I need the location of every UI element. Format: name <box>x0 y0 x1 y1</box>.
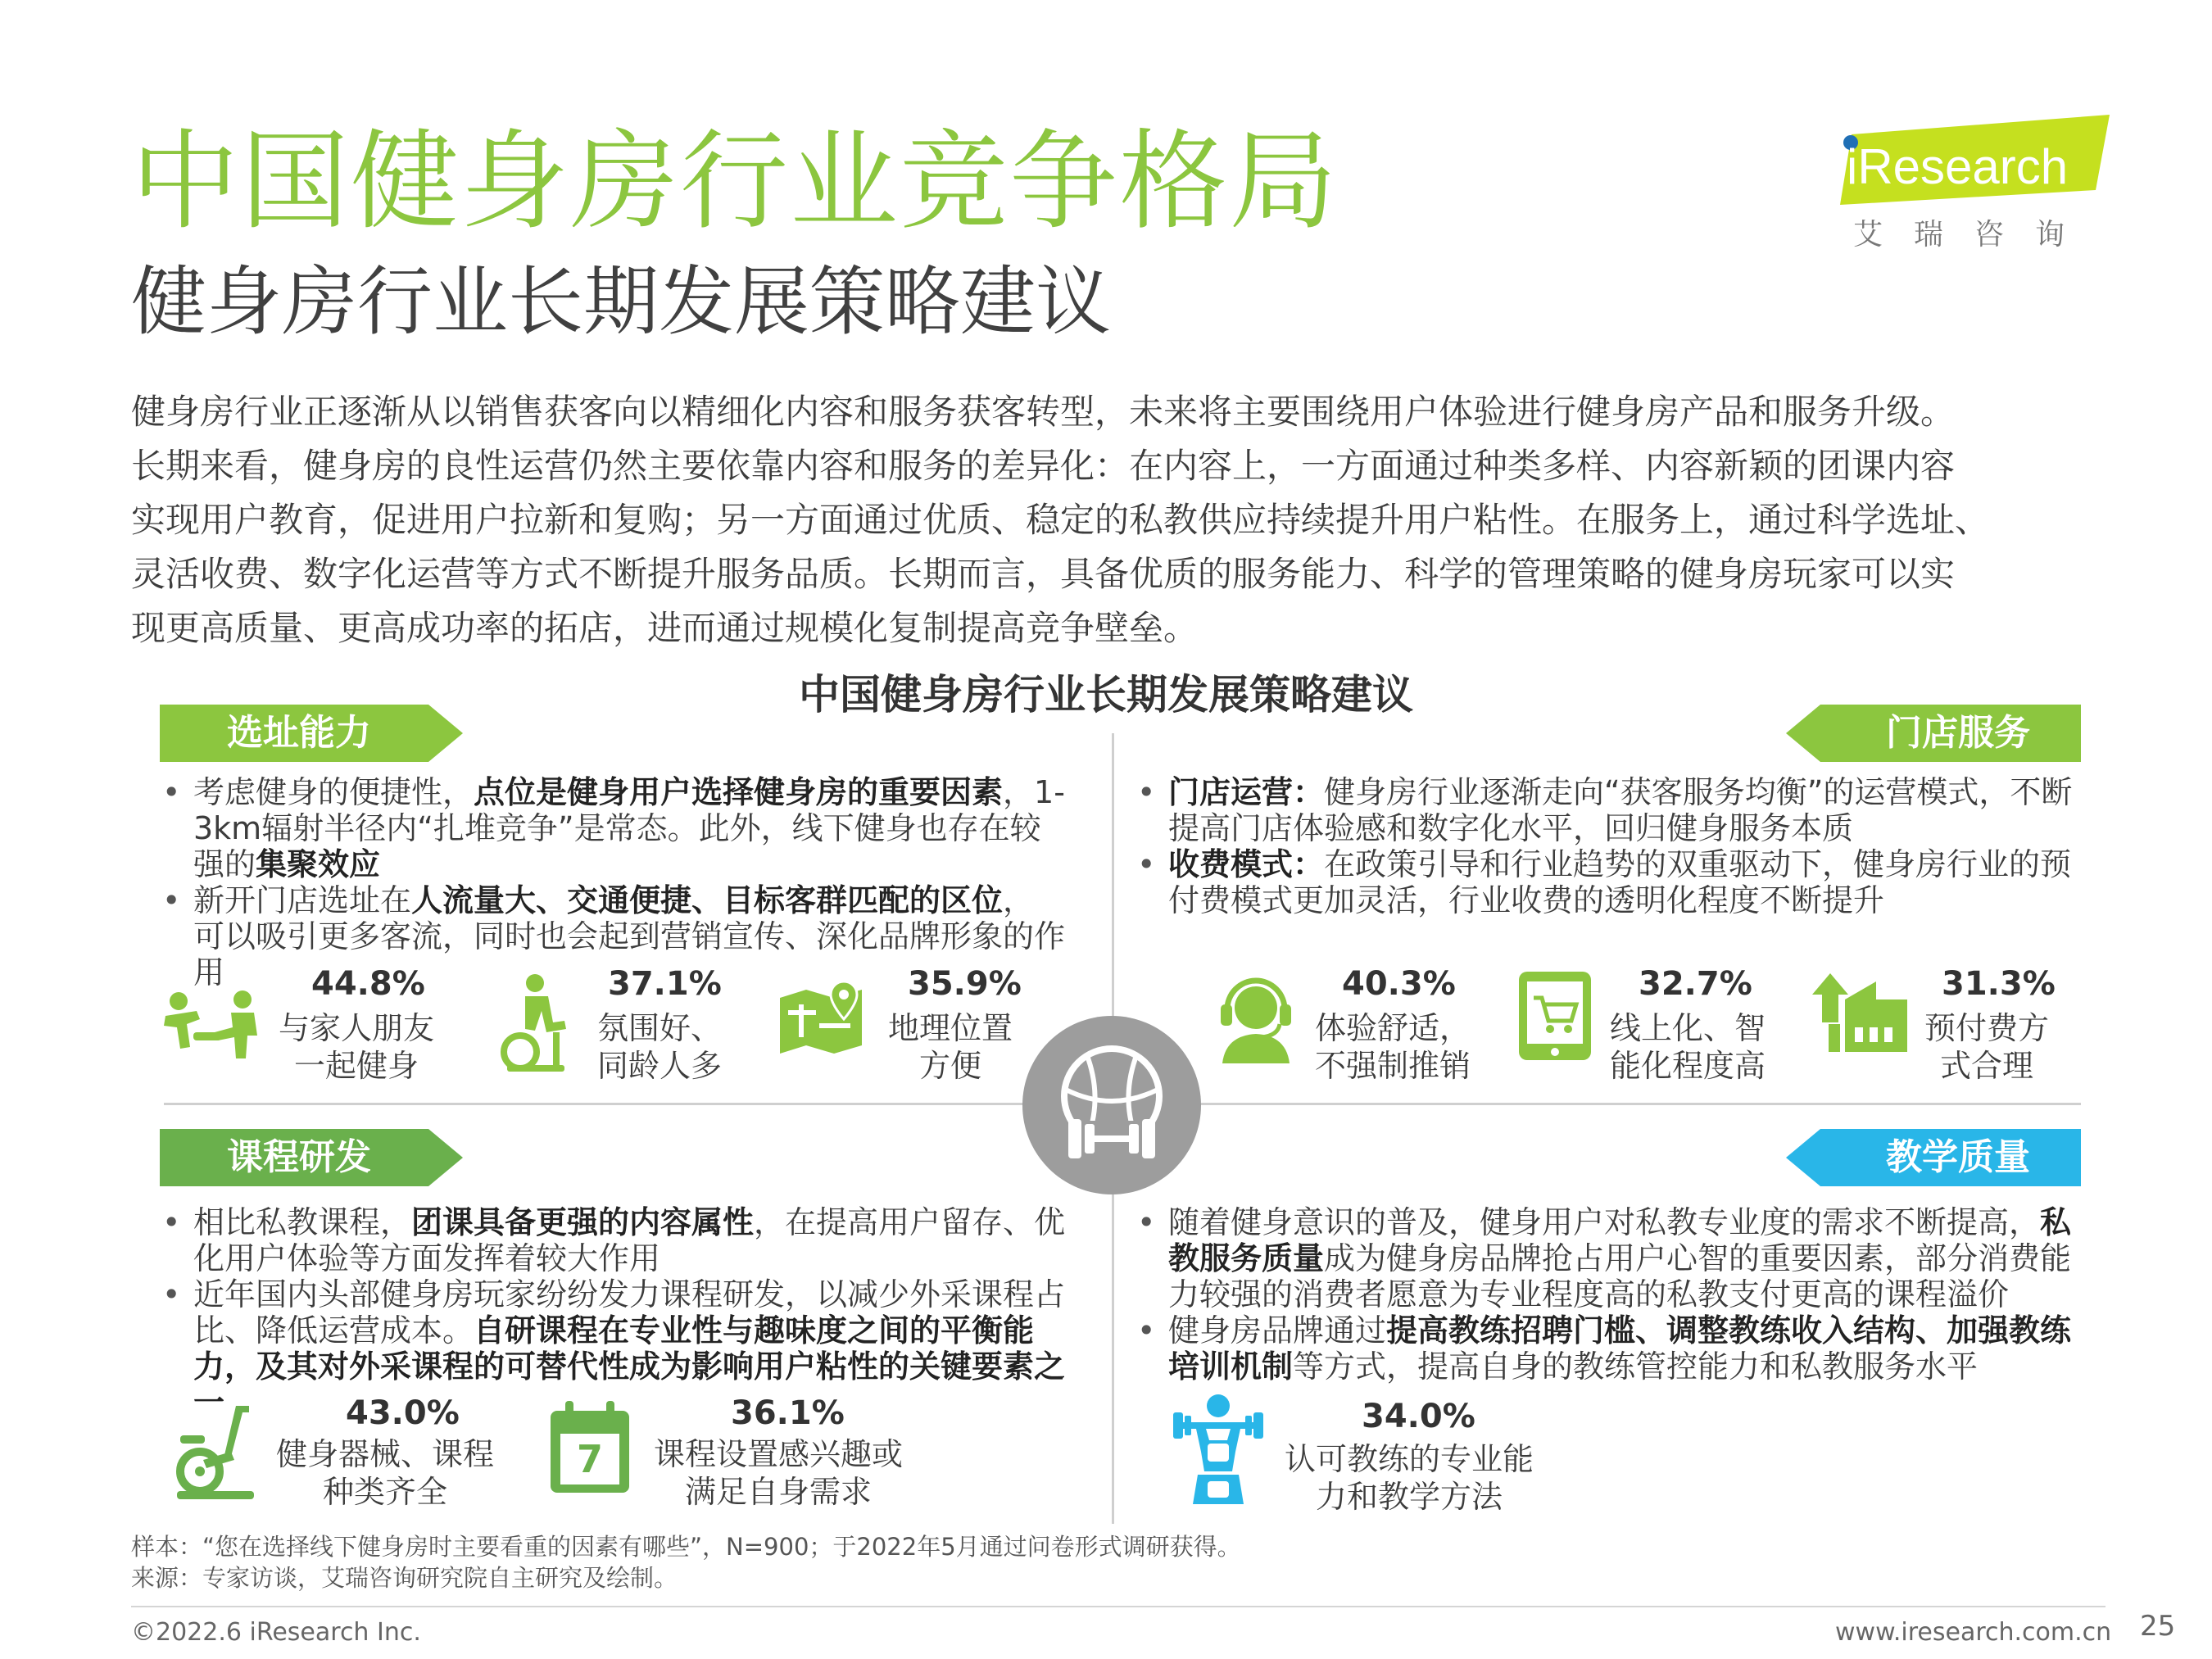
footer-divider <box>131 1606 2105 1607</box>
intro-line: 健身房行业正逐渐从以销售获客向以精细化内容和服务获客转型，未来将主要围绕用户体验进行健身房产品和服务升级。 <box>131 392 1956 432</box>
stat-label: 健身器械、课程 种类齐全 <box>275 1436 494 1510</box>
banner-teaching-label: 教学质量 <box>1886 1136 2030 1178</box>
stationary-bike-icon <box>170 1403 261 1501</box>
stat-label: 地理位置 方便 <box>887 1010 1013 1084</box>
stat-pct: 37.1% <box>608 965 722 1003</box>
stat-pct: 43.0% <box>346 1394 460 1432</box>
bullet-item: • 健身房品牌通过提高教练招聘门槛、调整教练收入结构、加强教练培训机制等方式，提高自身的教练管控能力和私教服务水平 <box>1131 1312 2081 1385</box>
bullet-item: • 门店运营：健身房行业逐渐走向“获客服务均衡”的运营模式，不断提高门店体验感和数字化水平，回归健身服务本质 <box>1131 774 2081 846</box>
customer-service-icon <box>1211 973 1301 1063</box>
diagram-title: 中国健身房行业长期发展策略建议 <box>799 671 1413 718</box>
banner-course <box>160 1129 463 1186</box>
footnote-source: 来源：专家访谈，艾瑞咨询研究院自主研究及绘制。 <box>131 1564 678 1592</box>
logo-shape <box>1835 115 2114 213</box>
course-bullets <box>156 1204 1073 1421</box>
exercise-bike-rider-icon <box>496 973 578 1072</box>
stat-label: 认可教练的专业能 力和教学方法 <box>1284 1441 1534 1515</box>
bullet-item: • 新开门店选址在人流量大、交通便捷、目标客群匹配的区位，可以吸引更多客流，同时也会起到营销宣传、深化品牌形象的作用 <box>156 882 1065 990</box>
svg-text:iResearch: iResearch <box>1847 139 2069 194</box>
banner-service <box>1786 705 2081 762</box>
footer-url[interactable]: www.iresearch.com.cn <box>1835 1618 2112 1647</box>
stat-label: 预付费方 式合理 <box>1924 1010 2049 1084</box>
bullet-item: • 相比私教课程，团课具备更强的内容属性，在提高用户留存、优化用户体验等方面发挥着较大作用 <box>156 1204 1073 1276</box>
stat-pct: 32.7% <box>1639 965 1752 1003</box>
stat-pct: 36.1% <box>731 1394 845 1432</box>
page-subtitle: 健身房行业长期发展策略建议 <box>131 258 1112 346</box>
fitness-ball-dumbbell-icon <box>1021 1014 1203 1196</box>
stat-label: 氛围好、 同龄人多 <box>596 1010 722 1084</box>
page-title: 中国健身房行业竞争格局 <box>131 119 1339 245</box>
logo-cn-text: 艾瑞咨询 <box>1853 218 2096 252</box>
stat-pct: 40.3% <box>1342 965 1456 1003</box>
bullet-item: • 近年国内头部健身房玩家纷纷发力课程研发，以减少外采课程占比、降低运营成本。自研课程在专业性与趣味度之间的平衡能力，及其对外采课程的可替代性成为影响用户粘性的关键要素之一 <box>156 1276 1073 1421</box>
banner-teaching <box>1786 1129 2081 1186</box>
teaching-bullets <box>1131 1204 2081 1385</box>
map-location-icon <box>777 980 867 1054</box>
iresearch-logo <box>1835 115 2114 254</box>
bullet-item: • 收费模式：在政策引导和行业趋势的双重驱动下，健身房行业的预付费模式更加灵活，行业收费的透明化程度不断提升 <box>1131 846 2081 918</box>
bullet-item: • 随着健身意识的普及，健身用户对私教专业度的需求不断提高，私教服务质量成为健身房品牌抢占用户心智的重要因素，部分消费能力较强的消费者愿意为专业程度高的私教支付更高的课程溢价 <box>1131 1204 2081 1312</box>
calendar-day: 7 <box>576 1437 603 1481</box>
stat-label: 体验舒适， 不强制推销 <box>1314 1010 1471 1084</box>
banner-service-label: 门店服务 <box>1886 712 2030 754</box>
footer-copyright: ©2022.6 iResearch Inc. <box>131 1618 421 1647</box>
banner-site-label: 选址能力 <box>227 712 371 754</box>
intro-line: 实现用户教育，促进用户拉新和复购；另一方面通过优质、稳定的私教供应持续提升用户粘性。在服务上，通过科学选址、 <box>131 500 1990 540</box>
page-number: 25 <box>2140 1610 2176 1643</box>
stat-label: 课程设置感兴趣或 满足自身需求 <box>653 1436 903 1510</box>
footnote-sample: 样本：“您在选择线下健身房时主要看重的因素有哪些”，N=900；于2022年5月通过问卷形式调研获得。 <box>131 1533 1241 1561</box>
intro-line: 灵活收费、数字化运营等方式不断提升服务品质。长期而言，具备优质的服务能力、科学的管理策略的健身房玩家可以实 <box>131 554 1956 594</box>
intro-line: 现更高质量、更高成功率的拓店，进而通过规模化复制提高竞争壁垒。 <box>131 608 1199 648</box>
partner-workout-icon <box>157 990 264 1063</box>
banner-site <box>160 705 463 762</box>
site-bullets <box>156 774 1065 990</box>
banner-course-label: 课程研发 <box>227 1136 371 1178</box>
stat-label: 与家人朋友 一起健身 <box>278 1010 434 1084</box>
weightlifter-icon <box>1173 1393 1263 1507</box>
bullet-item: • 考虑健身的便捷性，点位是健身用户选择健身房的重要因素，1-3km辐射半径内“扎堆竞争”是常态。此外，线下健身也存在较强的集聚效应 <box>156 774 1065 882</box>
service-bullets <box>1131 774 2081 918</box>
stat-pct: 34.0% <box>1362 1398 1475 1435</box>
intro-paragraph <box>131 385 2130 655</box>
stat-pct: 35.9% <box>908 965 1022 1003</box>
prepaid-store-icon <box>1812 973 1911 1055</box>
intro-line: 长期来看，健身房的良性运营仍然主要依靠内容和服务的差异化：在内容上，一方面通过种类多样、内容新颖的团课内容 <box>131 446 1956 486</box>
mobile-shopping-icon <box>1517 970 1593 1062</box>
stat-pct: 31.3% <box>1942 965 2056 1003</box>
stat-label: 线上化、智 能化程度高 <box>1609 1010 1766 1084</box>
calendar-7-icon <box>549 1401 631 1495</box>
stat-pct: 44.8% <box>311 965 425 1003</box>
